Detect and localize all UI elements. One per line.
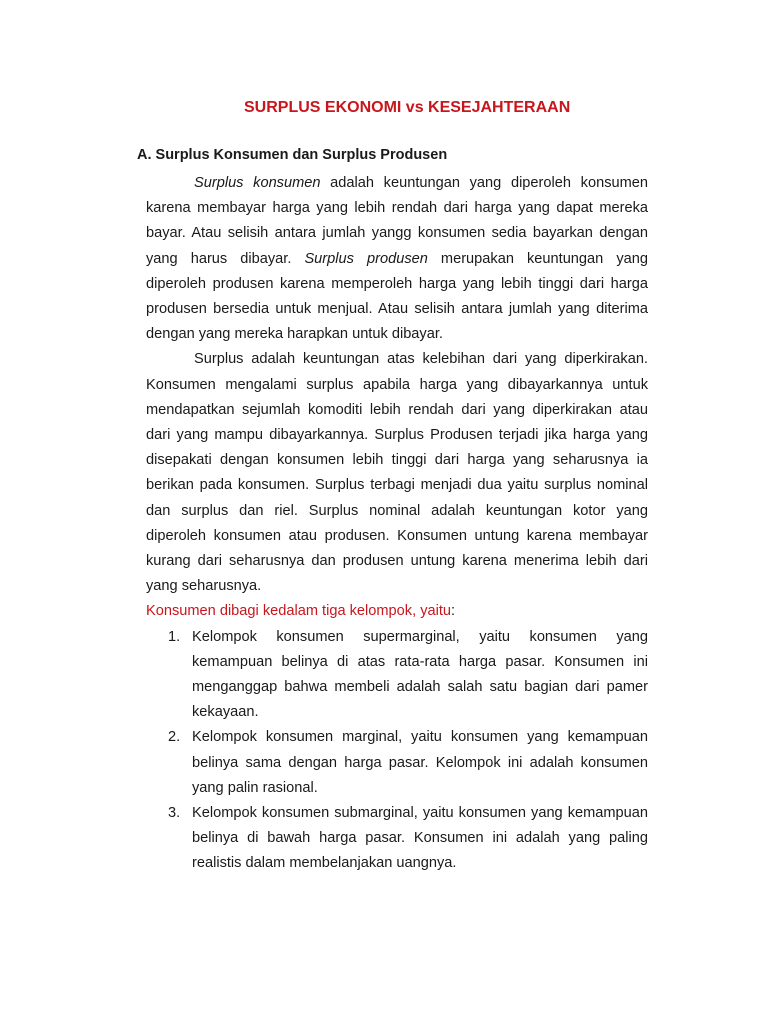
list-item-number: 2.: [168, 729, 181, 746]
group-intro-colon: :: [451, 603, 456, 620]
consumer-group-list: [146, 625, 648, 877]
list-item-number: 3.: [168, 805, 181, 822]
term-surplus-konsumen: Surplus konsumen: [194, 175, 321, 191]
list-item-text: Kelompok konsumen marginal, yaitu konsumen yang kemampuan belinya sama dengan harga pasar. Kelompok ini adalah konsumen yang palin rasional.: [192, 729, 648, 796]
list-item-group-1: [146, 625, 648, 726]
body-text: [146, 171, 648, 877]
group-intro-text: Konsumen dibagi kedalam tiga kelompok, yaitu: [146, 603, 452, 620]
paragraph-surplus-definition-text-2: merupakan keuntungan yang diperoleh produsen karena memperoleh harga yang lebih tinggi dari harga produsen bersedia untuk menjual. Atau selisih antara jumlah yang diterima dengan yang mereka harapkan untuk dibayar.: [146, 250, 648, 343]
paragraph-surplus-definition: [146, 171, 648, 347]
document-title: SURPLUS EKONOMI vs KESEJAHTERAAN: [244, 99, 571, 116]
term-surplus-produsen: Surplus produsen: [304, 250, 428, 267]
group-intro: [146, 599, 648, 624]
list-item-text: Kelompok konsumen submarginal, yaitu konsumen yang kemampuan belinya di bawah harga pasar. Konsumen ini adalah yang paling realistis dalam membelanjakan uangnya.: [192, 805, 648, 872]
paragraph-surplus-explanation: Surplus adalah keuntungan atas kelebihan dari yang diperkirakan. Konsumen mengalami surplus apabila harga yang dibayarkannya untuk mendapatkan sejumlah komoditi lebih rendah dari yang diperkirakan atau dari yang mampu dibayarkannya. Surplus Produsen terjadi jika harga yang disepakati dengan konsumen lebih tinggi dari harga yang seharusnya ia berikan pada konsumen. Surplus terbagi menjadi dua yaitu surplus nominal dan surplus dan riel. Surplus nominal adalah keuntungan kotor yang diperoleh konsumen atau produsen. Konsumen untung karena membayar kurang dari seharusnya dan produsen untung karena menerima lebih dari yang seharusnya.: [146, 351, 648, 595]
list-item-group-2: [146, 725, 648, 801]
section-heading: A. Surplus Konsumen dan Surplus Produsen: [137, 147, 448, 163]
list-item-number: 1.: [168, 628, 181, 645]
list-item-text: Kelompok konsumen supermarginal, yaitu konsumen yang kemampuan belinya di atas rata-rata harga pasar. Konsumen ini menganggap bahwa membeli adalah salah satu bagian dari pamer kekayaan.: [192, 628, 648, 721]
list-item-group-3: [146, 801, 648, 877]
paragraph-surplus-definition-text-1: adalah keuntungan yang diperoleh konsumen karena membayar harga yang lebih rendah dari harga yang dapat mereka bayar. Atau selisih antara jumlah yangg konsumen sedia bayarkan dengan yang harus dibayar.: [146, 175, 648, 267]
